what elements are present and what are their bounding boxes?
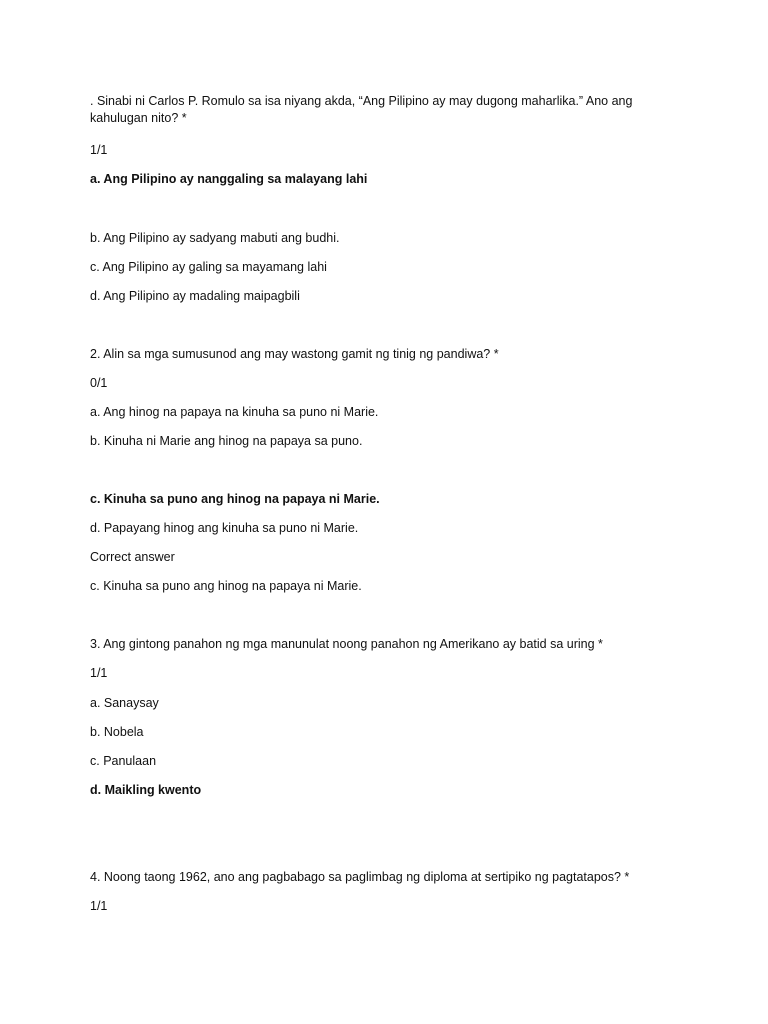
question-2-option-a: a. Ang hinog na papaya na kinuha sa puno ni Marie. <box>90 405 379 419</box>
question-2-text: 2. Alin sa mga sumusunod ang may wastong gamit ng tinig ng pandiwa? * <box>90 347 499 361</box>
question-2-option-b: b. Kinuha ni Marie ang hinog na papaya sa puno. <box>90 434 363 448</box>
question-3-option-b: b. Nobela <box>90 725 144 739</box>
question-1-option-d: d. Ang Pilipino ay madaling maipagbili <box>90 289 300 303</box>
question-2-correct-answer: c. Kinuha sa puno ang hinog na papaya ni Marie. <box>90 579 362 593</box>
question-4-score: 1/1 <box>90 899 108 913</box>
question-1-option-b: b. Ang Pilipino ay sadyang mabuti ang budhi. <box>90 231 340 245</box>
question-1-text: . Sinabi ni Carlos P. Romulo sa isa niyang akda, “Ang Pilipino ay may dugong maharlika.” Ano ang kahulugan nito? * <box>90 94 633 125</box>
question-1-option-a: a. Ang Pilipino ay nanggaling sa malayang lahi <box>90 172 368 186</box>
question-1-score: 1/1 <box>90 143 108 157</box>
question-3-score: 1/1 <box>90 666 108 680</box>
question-2-option-d: d. Papayang hinog ang kinuha sa puno ni Marie. <box>90 521 359 535</box>
question-3-option-a: a. Sanaysay <box>90 696 159 710</box>
question-3-option-c: c. Panulaan <box>90 754 157 768</box>
question-2-correct-label: Correct answer <box>90 550 175 564</box>
question-3-text: 3. Ang gintong panahon ng mga manunulat noong panahon ng Amerikano ay batid sa uring * <box>90 637 603 651</box>
question-4-text: 4. Noong taong 1962, ano ang pagbabago sa paglimbag ng diploma at sertipiko ng pagtatapos? * <box>90 870 630 884</box>
question-2-option-c: c. Kinuha sa puno ang hinog na papaya ni Marie. <box>90 492 380 506</box>
question-2-score: 0/1 <box>90 376 108 390</box>
question-3-option-d: d. Maikling kwento <box>90 783 202 797</box>
question-1-option-c: c. Ang Pilipino ay galing sa mayamang lahi <box>90 260 327 274</box>
